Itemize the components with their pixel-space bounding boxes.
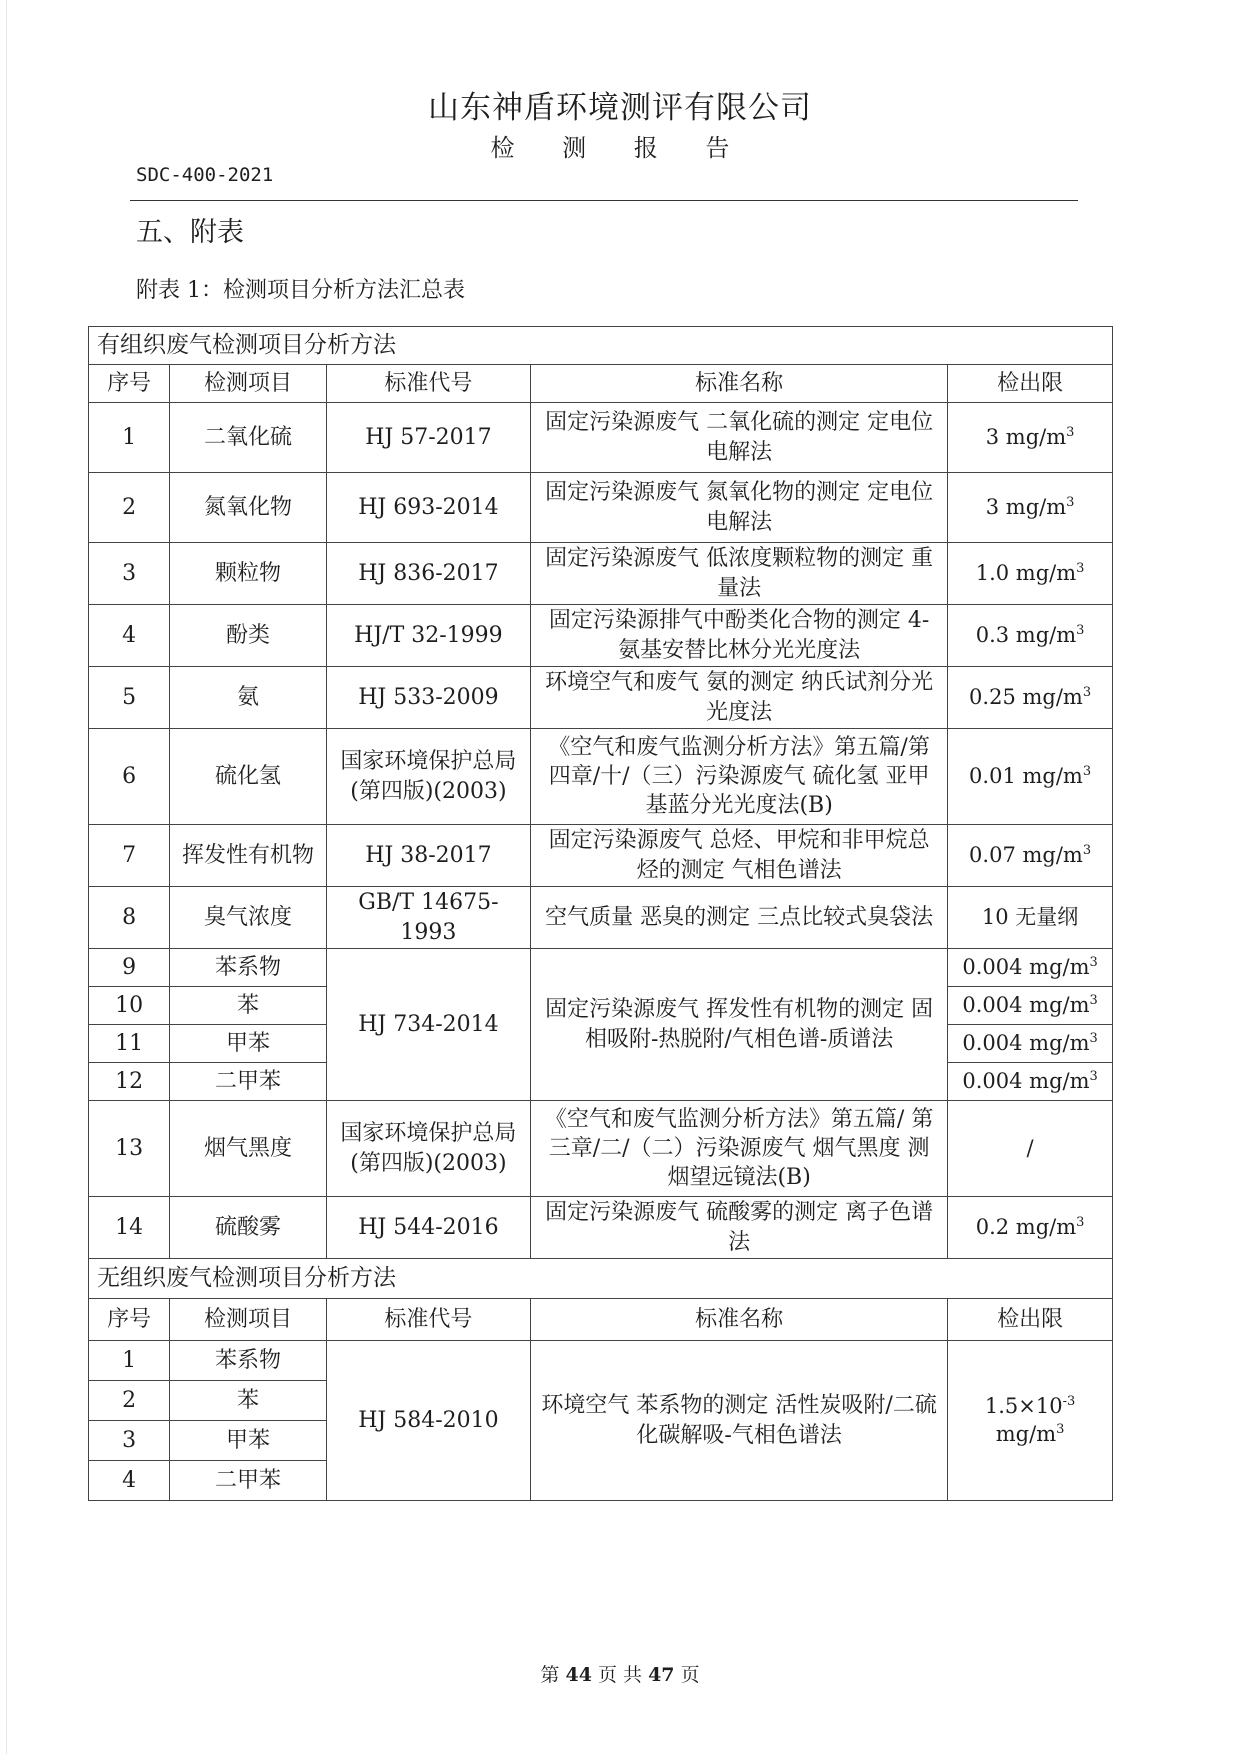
detection-limit-value: 0.004 mg/m <box>962 1068 1090 1093</box>
detection-limit-cell <box>948 667 1113 729</box>
unit-exponent: 3 <box>1076 1214 1085 1230</box>
detection-limit-unit: mg/m <box>995 1421 1057 1446</box>
standard-name: 固定污染源废气 总烃、甲烷和非甲烷总烃的测定 气相色谱法 <box>531 825 948 887</box>
standard-code: HJ 544-2016 <box>326 1197 530 1259</box>
table-row <box>89 473 1113 543</box>
standard-name: 《空气和废气监测分析方法》第五篇/ 第三章/二/（二）污染源废气 烟气黑度 测烟望远镜法(B) <box>531 1101 948 1197</box>
detection-limit-value: / <box>1026 1135 1034 1160</box>
column-header: 序号 <box>89 1299 170 1341</box>
serial-number: 4 <box>89 1461 170 1501</box>
detection-limit-cell <box>948 949 1113 987</box>
column-header: 序号 <box>89 365 170 403</box>
table-row <box>89 667 1113 729</box>
detection-limit-cell <box>948 543 1113 605</box>
detection-limit-value: 1.0 mg/m <box>975 560 1077 585</box>
table-row <box>89 1259 1113 1299</box>
detection-limit-value: 3 mg/m <box>985 424 1067 449</box>
unit-exponent: 3 <box>1082 763 1092 779</box>
test-item: 挥发性有机物 <box>170 825 326 887</box>
detection-limit-value: 0.07 mg/m <box>969 842 1083 867</box>
standard-code: 国家环境保护总局 (第四版)(2003) <box>326 1101 530 1197</box>
section-title-fugitive: 无组织废气检测项目分析方法 <box>89 1259 1113 1299</box>
standard-code: HJ 38-2017 <box>326 825 530 887</box>
detection-limit-cell <box>948 403 1113 473</box>
detection-limit-value: 10 无量纲 <box>981 904 1079 929</box>
detection-limit-cell <box>948 1025 1113 1063</box>
detection-limit-cell <box>948 987 1113 1025</box>
test-item: 甲苯 <box>170 1421 326 1461</box>
table-row <box>89 887 1113 949</box>
column-header: 检测项目 <box>170 365 326 403</box>
standard-name: 固定污染源废气 硫酸雾的测定 离子色谱法 <box>531 1197 948 1259</box>
detection-limit-value: 0.25 mg/m <box>969 684 1083 709</box>
detection-limit-value: 0.004 mg/m <box>962 954 1090 979</box>
standard-name: 固定污染源废气 氮氧化物的测定 定电位电解法 <box>531 473 948 543</box>
standard-code: HJ 533-2009 <box>326 667 530 729</box>
detection-limit-cell <box>948 1197 1113 1259</box>
test-item: 酚类 <box>170 605 326 667</box>
unit-exponent: 3 <box>1082 842 1092 858</box>
table-row <box>89 825 1113 887</box>
unit-exponent: 3 <box>1089 1030 1098 1046</box>
test-item: 苯 <box>170 1381 326 1421</box>
section-title: 五、附表 <box>136 217 244 248</box>
detection-limit-value: 3 mg/m <box>985 494 1067 519</box>
document-type: 检 测 报 告 <box>490 134 750 162</box>
test-item: 硫酸雾 <box>170 1197 326 1259</box>
column-header: 标准代号 <box>326 365 530 403</box>
serial-number: 10 <box>89 987 170 1025</box>
table-row <box>89 1197 1113 1259</box>
test-item: 苯系物 <box>170 1341 326 1381</box>
detection-limit-cell <box>948 605 1113 667</box>
serial-number: 2 <box>89 473 170 543</box>
method-summary-table <box>88 326 1113 1501</box>
document-number: SDC-400-2021 <box>136 164 274 186</box>
column-header: 检测项目 <box>170 1299 326 1341</box>
detection-limit-value: 0.004 mg/m <box>962 992 1090 1017</box>
page-footer <box>0 1660 1240 1687</box>
serial-number: 2 <box>89 1381 170 1421</box>
detection-limit-value: 0.01 mg/m <box>969 763 1083 788</box>
column-header: 检出限 <box>948 365 1113 403</box>
test-item: 氮氧化物 <box>170 473 326 543</box>
detection-limit-value: 0.3 mg/m <box>975 622 1077 647</box>
standard-code: GB/T 14675-1993 <box>326 887 530 949</box>
serial-number: 5 <box>89 667 170 729</box>
serial-number: 7 <box>89 825 170 887</box>
detection-limit-cell <box>948 473 1113 543</box>
unit-exponent: 3 <box>1089 1068 1098 1084</box>
test-item: 臭气浓度 <box>170 887 326 949</box>
standard-code: HJ 693-2014 <box>326 473 530 543</box>
table-caption: 附表 1：检测项目分析方法汇总表 <box>136 278 465 303</box>
serial-number: 14 <box>89 1197 170 1259</box>
standard-code: 国家环境保护总局 (第四版)(2003) <box>326 729 530 825</box>
test-item: 硫化氢 <box>170 729 326 825</box>
test-item: 氨 <box>170 667 326 729</box>
serial-number: 3 <box>89 543 170 605</box>
column-header: 检出限 <box>948 1299 1113 1341</box>
page-total: 47 <box>648 1664 675 1686</box>
serial-number: 11 <box>89 1025 170 1063</box>
serial-number: 6 <box>89 729 170 825</box>
test-item: 颗粒物 <box>170 543 326 605</box>
table-row <box>89 1299 1113 1341</box>
unit-exponent: 3 <box>1066 424 1075 440</box>
serial-number: 4 <box>89 605 170 667</box>
table-row <box>89 327 1113 365</box>
test-item: 苯 <box>170 987 326 1025</box>
standard-name: 固定污染源废气 挥发性有机物的测定 固相吸附-热脱附/气相色谱-质谱法 <box>531 949 948 1101</box>
serial-number: 8 <box>89 887 170 949</box>
serial-number: 13 <box>89 1101 170 1197</box>
limit-exponent: -3 <box>1062 1393 1076 1409</box>
table-row <box>89 403 1113 473</box>
serial-number: 9 <box>89 949 170 987</box>
page-number: 44 <box>565 1664 592 1686</box>
table-row <box>89 365 1113 403</box>
serial-number: 1 <box>89 403 170 473</box>
scan-edge <box>6 0 7 1754</box>
detection-limit-cell <box>948 1063 1113 1101</box>
section-title-organized: 有组织废气检测项目分析方法 <box>89 327 1113 365</box>
standard-name: 固定污染源排气中酚类化合物的测定 4-氨基安替比林分光光度法 <box>531 605 948 667</box>
detection-limit-value: 0.004 mg/m <box>962 1030 1090 1055</box>
unit-exponent: 3 <box>1066 494 1075 510</box>
detection-limit-cell <box>948 887 1113 949</box>
footer-mid: 页 共 <box>597 1664 643 1686</box>
standard-name: 空气质量 恶臭的测定 三点比较式臭袋法 <box>531 887 948 949</box>
unit-exponent: 3 <box>1076 560 1085 576</box>
company-name: 山东神盾环境测评有限公司 <box>428 90 812 126</box>
detection-limit-value: 0.2 mg/m <box>975 1214 1077 1239</box>
unit-exponent: 3 <box>1089 992 1098 1008</box>
test-item: 二甲苯 <box>170 1063 326 1101</box>
standard-code: HJ 836-2017 <box>326 543 530 605</box>
standard-name: 环境空气和废气 氨的测定 纳氏试剂分光光度法 <box>531 667 948 729</box>
standard-code: HJ 734-2014 <box>326 949 530 1101</box>
detection-limit-cell <box>948 729 1113 825</box>
test-item: 烟气黑度 <box>170 1101 326 1197</box>
detection-limit-prefix: 1.5×10 <box>984 1393 1063 1418</box>
column-header: 标准名称 <box>531 365 948 403</box>
standard-name: 环境空气 苯系物的测定 活性炭吸附/二硫化碳解吸-气相色谱法 <box>531 1341 948 1501</box>
header-divider <box>130 200 1078 201</box>
table-body <box>89 327 1113 1501</box>
standard-name: 固定污染源废气 低浓度颗粒物的测定 重量法 <box>531 543 948 605</box>
serial-number: 1 <box>89 1341 170 1381</box>
test-item: 二氧化硫 <box>170 403 326 473</box>
standard-code: HJ 584-2010 <box>326 1341 530 1501</box>
unit-exponent: 3 <box>1089 954 1098 970</box>
standard-code: HJ 57-2017 <box>326 403 530 473</box>
footer-suffix: 页 <box>680 1664 700 1686</box>
footer-prefix: 第 <box>540 1664 560 1686</box>
unit-exponent: 3 <box>1056 1421 1065 1437</box>
serial-number: 3 <box>89 1421 170 1461</box>
detection-limit-cell <box>948 1341 1113 1501</box>
standard-code: HJ/T 32-1999 <box>326 605 530 667</box>
serial-number: 12 <box>89 1063 170 1101</box>
table-row <box>89 1101 1113 1197</box>
test-item: 二甲苯 <box>170 1461 326 1501</box>
column-header: 标准名称 <box>531 1299 948 1341</box>
standard-name: 固定污染源废气 二氧化硫的测定 定电位电解法 <box>531 403 948 473</box>
table-row <box>89 543 1113 605</box>
test-item: 苯系物 <box>170 949 326 987</box>
table-row <box>89 1341 1113 1381</box>
unit-exponent: 3 <box>1082 684 1092 700</box>
table-row <box>89 605 1113 667</box>
standard-name: 《空气和废气监测分析方法》第五篇/第四章/十/（三）污染源废气 硫化氢 亚甲基蓝分光光度法(B) <box>531 729 948 825</box>
test-item: 甲苯 <box>170 1025 326 1063</box>
column-header: 标准代号 <box>326 1299 530 1341</box>
detection-limit-cell <box>948 1101 1113 1197</box>
table-row <box>89 729 1113 825</box>
detection-limit-cell <box>948 825 1113 887</box>
unit-exponent: 3 <box>1076 622 1085 638</box>
table-row <box>89 949 1113 987</box>
